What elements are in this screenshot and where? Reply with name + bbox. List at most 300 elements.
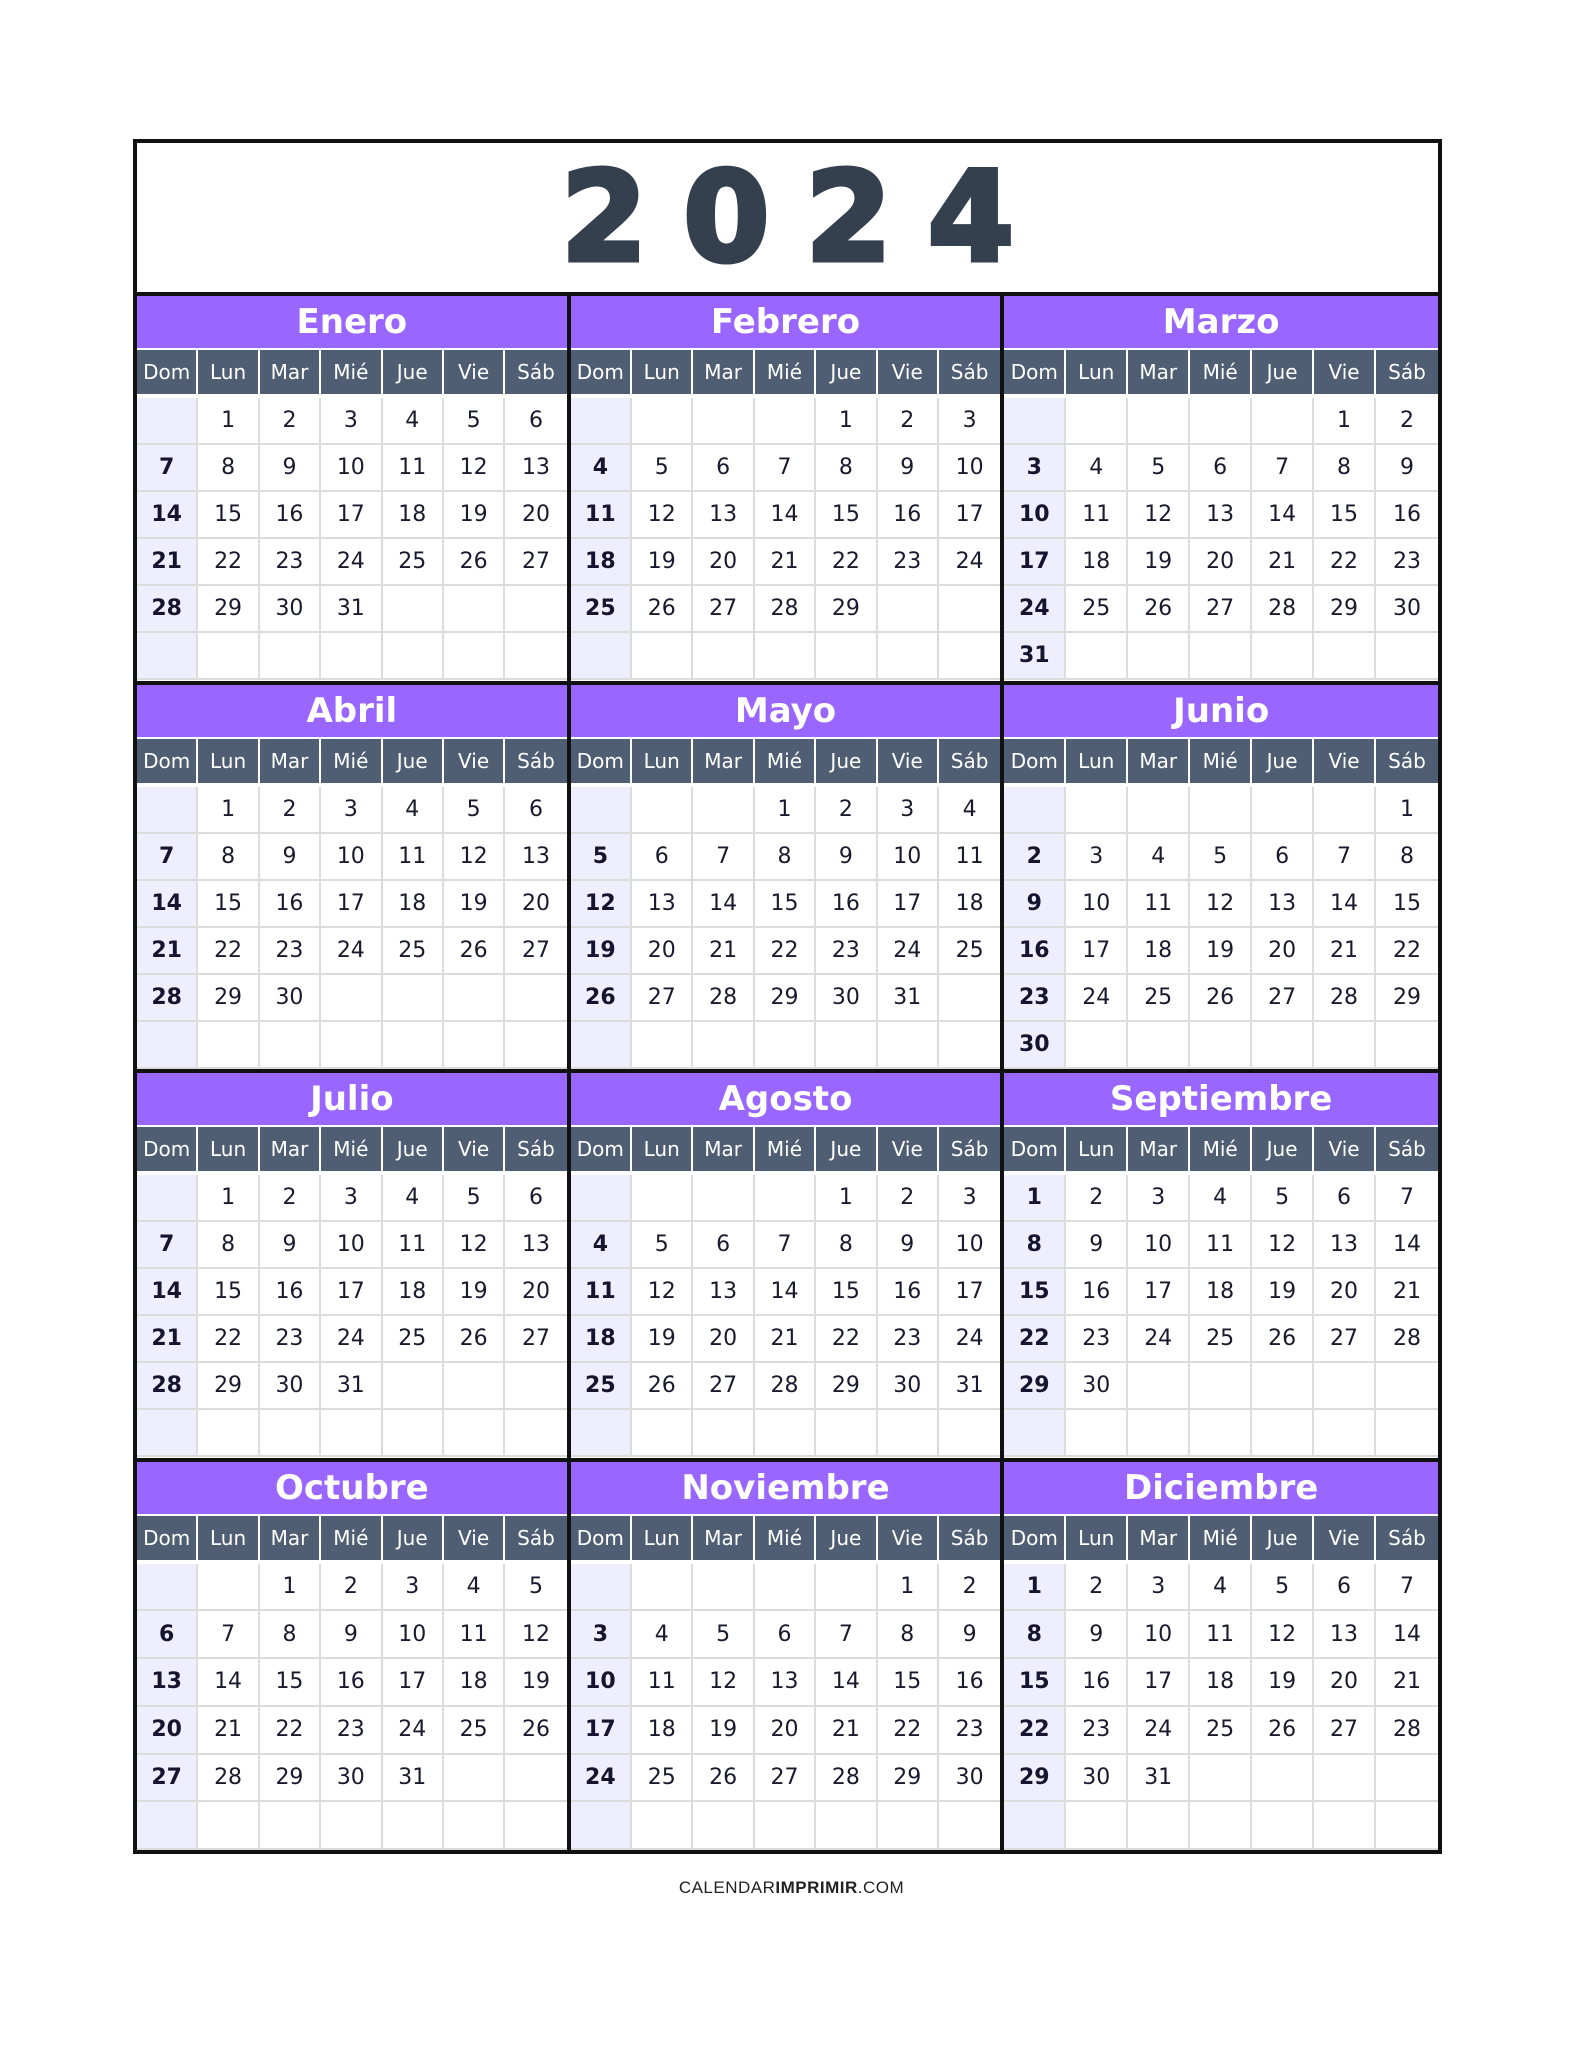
day-cell: 28 bbox=[755, 1363, 816, 1410]
empty-cell bbox=[939, 975, 1000, 1022]
empty-cell bbox=[198, 1022, 259, 1069]
empty-cell bbox=[137, 1564, 198, 1612]
day-cell: 10 bbox=[939, 445, 1000, 492]
day-cell: 1 bbox=[1004, 1175, 1066, 1222]
empty-cell bbox=[444, 1363, 505, 1410]
day-cell: 17 bbox=[571, 1707, 632, 1755]
empty-cell bbox=[632, 1175, 693, 1222]
months-grid bbox=[137, 296, 1438, 1850]
day-cell: 18 bbox=[1066, 539, 1128, 586]
footer-part-3: .COM bbox=[857, 1878, 905, 1897]
empty-cell bbox=[1252, 1363, 1314, 1410]
weekday-label: Mié bbox=[321, 739, 382, 783]
day-cell: 20 bbox=[1190, 539, 1252, 586]
day-cell: 8 bbox=[198, 834, 259, 881]
empty-cell bbox=[571, 1564, 632, 1612]
empty-cell bbox=[198, 1802, 259, 1850]
day-cell: 31 bbox=[878, 975, 939, 1022]
day-cell: 12 bbox=[1252, 1611, 1314, 1659]
weekday-label: Mar bbox=[693, 1127, 754, 1171]
day-cell: 29 bbox=[755, 975, 816, 1022]
day-cell: 17 bbox=[939, 492, 1000, 539]
day-cell: 7 bbox=[137, 1222, 198, 1269]
day-cell: 17 bbox=[1128, 1659, 1190, 1707]
day-cell: 30 bbox=[878, 1363, 939, 1410]
day-cell: 17 bbox=[321, 1269, 382, 1316]
day-cell: 8 bbox=[1314, 445, 1376, 492]
empty-cell bbox=[444, 1755, 505, 1803]
day-cell: 2 bbox=[1004, 834, 1066, 881]
day-cell: 6 bbox=[632, 834, 693, 881]
day-cell: 9 bbox=[816, 834, 877, 881]
weekday-label: Vie bbox=[878, 1127, 939, 1171]
day-cell: 26 bbox=[444, 928, 505, 975]
day-cell: 22 bbox=[816, 539, 877, 586]
empty-cell bbox=[816, 633, 877, 680]
day-cell: 26 bbox=[1252, 1316, 1314, 1363]
day-cell: 7 bbox=[1314, 834, 1376, 881]
day-cell: 10 bbox=[571, 1659, 632, 1707]
empty-cell bbox=[1252, 1410, 1314, 1457]
day-cell: 13 bbox=[693, 1269, 754, 1316]
day-cell: 19 bbox=[571, 928, 632, 975]
day-cell: 7 bbox=[755, 445, 816, 492]
empty-cell bbox=[1128, 1022, 1190, 1069]
weekday-label: Lun bbox=[1066, 739, 1128, 783]
empty-cell bbox=[571, 633, 632, 680]
day-cell: 30 bbox=[1376, 586, 1438, 633]
empty-cell bbox=[383, 1363, 444, 1410]
day-cell: 21 bbox=[137, 539, 198, 586]
weekday-header bbox=[571, 350, 1001, 394]
empty-cell bbox=[1314, 1755, 1376, 1803]
empty-cell bbox=[1128, 633, 1190, 680]
empty-cell bbox=[816, 1564, 877, 1612]
weekday-header bbox=[571, 1516, 1001, 1560]
empty-cell bbox=[1190, 1363, 1252, 1410]
weekday-label: Lun bbox=[198, 739, 259, 783]
day-cell: 29 bbox=[816, 1363, 877, 1410]
day-cell: 21 bbox=[198, 1707, 259, 1755]
day-cell: 6 bbox=[1314, 1175, 1376, 1222]
day-cell: 22 bbox=[198, 1316, 259, 1363]
day-cell: 1 bbox=[1376, 787, 1438, 834]
title-box bbox=[137, 143, 1438, 296]
weekday-header bbox=[1004, 739, 1438, 783]
day-cell: 20 bbox=[137, 1707, 198, 1755]
weekday-label: Dom bbox=[571, 350, 632, 394]
day-cell: 28 bbox=[137, 586, 198, 633]
weekday-header bbox=[137, 350, 567, 394]
days-grid bbox=[137, 394, 567, 681]
empty-cell bbox=[1190, 1022, 1252, 1069]
day-cell: 3 bbox=[1004, 445, 1066, 492]
weekday-label: Sáb bbox=[1388, 1525, 1426, 1550]
day-cell: 3 bbox=[321, 398, 382, 445]
weekday-label: Mié bbox=[1190, 739, 1252, 783]
day-cell: 26 bbox=[571, 975, 632, 1022]
empty-cell bbox=[632, 787, 693, 834]
day-cell: 13 bbox=[137, 1659, 198, 1707]
day-cell: 24 bbox=[383, 1707, 444, 1755]
day-cell: 3 bbox=[321, 1175, 382, 1222]
empty-cell bbox=[505, 1755, 566, 1803]
weekday-label: Vie bbox=[1314, 1127, 1376, 1171]
month-block bbox=[571, 685, 1005, 1074]
weekday-label: Dom bbox=[137, 350, 198, 394]
weekday-label: Mar bbox=[1128, 1127, 1190, 1171]
weekday-label: Mar bbox=[693, 350, 754, 394]
day-cell: 25 bbox=[1128, 975, 1190, 1022]
day-cell: 11 bbox=[1066, 492, 1128, 539]
day-cell: 16 bbox=[260, 492, 321, 539]
empty-cell bbox=[571, 1410, 632, 1457]
weekday-label: Dom bbox=[1004, 1516, 1066, 1560]
day-cell: 21 bbox=[1314, 928, 1376, 975]
day-cell: 9 bbox=[1376, 445, 1438, 492]
day-cell: 19 bbox=[505, 1659, 566, 1707]
day-cell: 27 bbox=[505, 1316, 566, 1363]
day-cell: 31 bbox=[321, 586, 382, 633]
month-name: Julio bbox=[137, 1073, 567, 1127]
day-cell: 28 bbox=[755, 586, 816, 633]
day-cell: 10 bbox=[1128, 1222, 1190, 1269]
weekday-label: Lun bbox=[632, 350, 693, 394]
day-cell: 16 bbox=[260, 881, 321, 928]
day-cell: 5 bbox=[444, 1175, 505, 1222]
day-cell: 13 bbox=[1190, 492, 1252, 539]
day-cell: 1 bbox=[198, 398, 259, 445]
day-cell: 15 bbox=[260, 1659, 321, 1707]
day-cell: 4 bbox=[383, 1175, 444, 1222]
day-cell: 7 bbox=[137, 445, 198, 492]
day-cell: 27 bbox=[137, 1755, 198, 1803]
day-cell: 11 bbox=[1190, 1611, 1252, 1659]
day-cell: 15 bbox=[755, 881, 816, 928]
day-cell: 6 bbox=[755, 1611, 816, 1659]
weekday-label: Vie bbox=[1314, 1516, 1376, 1560]
day-cell: 26 bbox=[505, 1707, 566, 1755]
day-cell: 4 bbox=[571, 1222, 632, 1269]
weekday-label: Vie bbox=[444, 1127, 505, 1171]
weekday-label: Mié bbox=[321, 350, 382, 394]
weekday-label: Jue bbox=[816, 1127, 877, 1171]
weekday-label: Jue bbox=[383, 1516, 444, 1560]
empty-cell bbox=[1004, 787, 1066, 834]
empty-cell bbox=[939, 586, 1000, 633]
empty-cell bbox=[1376, 1022, 1438, 1069]
empty-cell bbox=[444, 586, 505, 633]
empty-cell bbox=[321, 1022, 382, 1069]
day-cell: 6 bbox=[693, 445, 754, 492]
day-cell: 24 bbox=[571, 1755, 632, 1803]
day-cell: 21 bbox=[137, 1316, 198, 1363]
empty-cell bbox=[1314, 787, 1376, 834]
day-cell: 14 bbox=[693, 881, 754, 928]
day-cell: 30 bbox=[1066, 1363, 1128, 1410]
day-cell: 8 bbox=[198, 445, 259, 492]
day-cell: 3 bbox=[939, 398, 1000, 445]
day-cell: 6 bbox=[1190, 445, 1252, 492]
day-cell: 22 bbox=[1004, 1316, 1066, 1363]
day-cell: 5 bbox=[444, 398, 505, 445]
day-cell: 13 bbox=[1314, 1611, 1376, 1659]
empty-cell bbox=[321, 975, 382, 1022]
day-cell: 15 bbox=[816, 1269, 877, 1316]
empty-cell bbox=[260, 1410, 321, 1457]
day-cell: 21 bbox=[1376, 1269, 1438, 1316]
day-cell: 13 bbox=[1314, 1222, 1376, 1269]
day-cell: 9 bbox=[1066, 1222, 1128, 1269]
weekday-label: Dom bbox=[1004, 739, 1066, 783]
day-cell: 14 bbox=[137, 1269, 198, 1316]
day-cell: 16 bbox=[321, 1659, 382, 1707]
day-cell: 23 bbox=[1066, 1707, 1128, 1755]
day-cell: 23 bbox=[1004, 975, 1066, 1022]
day-cell: 9 bbox=[1004, 881, 1066, 928]
day-cell: 19 bbox=[693, 1707, 754, 1755]
day-cell: 27 bbox=[505, 539, 566, 586]
day-cell: 3 bbox=[571, 1611, 632, 1659]
empty-cell bbox=[571, 787, 632, 834]
day-cell: 7 bbox=[1376, 1564, 1438, 1612]
day-cell: 6 bbox=[137, 1611, 198, 1659]
day-cell: 12 bbox=[444, 445, 505, 492]
day-cell: 10 bbox=[1004, 492, 1066, 539]
weekday-label: Jue bbox=[383, 350, 444, 394]
day-cell: 1 bbox=[260, 1564, 321, 1612]
weekday-label: Jue bbox=[1252, 350, 1314, 394]
day-cell: 26 bbox=[632, 586, 693, 633]
day-cell: 23 bbox=[260, 539, 321, 586]
day-cell: 25 bbox=[444, 1707, 505, 1755]
day-cell: 28 bbox=[816, 1755, 877, 1803]
day-cell: 21 bbox=[1252, 539, 1314, 586]
day-cell: 13 bbox=[505, 834, 566, 881]
weekday-header bbox=[137, 1516, 567, 1560]
day-cell: 7 bbox=[137, 834, 198, 881]
empty-cell bbox=[878, 586, 939, 633]
day-cell: 8 bbox=[1004, 1611, 1066, 1659]
day-cell: 20 bbox=[505, 1269, 566, 1316]
day-cell: 12 bbox=[1252, 1222, 1314, 1269]
weekday-label: Mié bbox=[1190, 1127, 1252, 1171]
day-cell: 24 bbox=[939, 1316, 1000, 1363]
empty-cell bbox=[260, 633, 321, 680]
day-cell: 27 bbox=[1314, 1316, 1376, 1363]
day-cell: 17 bbox=[321, 881, 382, 928]
day-cell: 3 bbox=[321, 787, 382, 834]
empty-cell bbox=[383, 975, 444, 1022]
day-cell: 24 bbox=[1128, 1707, 1190, 1755]
day-cell: 7 bbox=[198, 1611, 259, 1659]
day-cell: 21 bbox=[755, 1316, 816, 1363]
weekday-label: Dom bbox=[137, 1127, 198, 1171]
day-cell: 23 bbox=[939, 1707, 1000, 1755]
empty-cell bbox=[1004, 398, 1066, 445]
empty-cell bbox=[198, 1564, 259, 1612]
empty-cell bbox=[321, 633, 382, 680]
weekday-label: Sáb bbox=[950, 748, 989, 773]
day-cell: 13 bbox=[505, 1222, 566, 1269]
day-cell: 22 bbox=[198, 539, 259, 586]
day-cell: 6 bbox=[505, 787, 566, 834]
day-cell: 9 bbox=[321, 1611, 382, 1659]
day-cell: 17 bbox=[939, 1269, 1000, 1316]
day-cell: 9 bbox=[878, 445, 939, 492]
day-cell: 3 bbox=[1128, 1564, 1190, 1612]
days-grid bbox=[571, 783, 1001, 1070]
empty-cell bbox=[755, 633, 816, 680]
day-cell: 23 bbox=[321, 1707, 382, 1755]
day-cell: 26 bbox=[444, 539, 505, 586]
day-cell: 18 bbox=[571, 539, 632, 586]
day-cell: 27 bbox=[1314, 1707, 1376, 1755]
day-cell: 31 bbox=[939, 1363, 1000, 1410]
empty-cell bbox=[505, 1802, 566, 1850]
month-block bbox=[571, 1073, 1005, 1462]
footer-website[interactable] bbox=[0, 1878, 1583, 1898]
day-cell: 27 bbox=[755, 1755, 816, 1803]
day-cell: 26 bbox=[693, 1755, 754, 1803]
day-cell: 25 bbox=[632, 1755, 693, 1803]
day-cell: 24 bbox=[1128, 1316, 1190, 1363]
day-cell: 10 bbox=[1066, 881, 1128, 928]
day-cell: 12 bbox=[693, 1659, 754, 1707]
empty-cell bbox=[693, 1410, 754, 1457]
day-cell: 8 bbox=[755, 834, 816, 881]
day-cell: 13 bbox=[693, 492, 754, 539]
empty-cell bbox=[321, 1410, 382, 1457]
empty-cell bbox=[505, 1363, 566, 1410]
day-cell: 21 bbox=[1376, 1659, 1438, 1707]
day-cell: 23 bbox=[1376, 539, 1438, 586]
day-cell: 24 bbox=[321, 928, 382, 975]
day-cell: 17 bbox=[321, 492, 382, 539]
day-cell: 5 bbox=[571, 834, 632, 881]
day-cell: 4 bbox=[383, 787, 444, 834]
day-cell: 8 bbox=[816, 1222, 877, 1269]
weekday-label: Lun bbox=[632, 739, 693, 783]
empty-cell bbox=[1376, 1363, 1438, 1410]
day-cell: 2 bbox=[1376, 398, 1438, 445]
day-cell: 25 bbox=[383, 539, 444, 586]
empty-cell bbox=[1066, 1802, 1128, 1850]
day-cell: 10 bbox=[321, 445, 382, 492]
empty-cell bbox=[1128, 787, 1190, 834]
month-block bbox=[1004, 1073, 1438, 1462]
day-cell: 5 bbox=[505, 1564, 566, 1612]
day-cell: 13 bbox=[755, 1659, 816, 1707]
day-cell: 25 bbox=[1190, 1707, 1252, 1755]
day-cell: 16 bbox=[878, 1269, 939, 1316]
day-cell: 16 bbox=[939, 1659, 1000, 1707]
weekday-label: Mar bbox=[1128, 739, 1190, 783]
day-cell: 4 bbox=[1190, 1564, 1252, 1612]
day-cell: 6 bbox=[1314, 1564, 1376, 1612]
day-cell: 25 bbox=[571, 586, 632, 633]
day-cell: 29 bbox=[260, 1755, 321, 1803]
weekday-label: Mar bbox=[693, 1516, 754, 1560]
day-cell: 4 bbox=[444, 1564, 505, 1612]
day-cell: 24 bbox=[939, 539, 1000, 586]
empty-cell bbox=[1004, 1802, 1066, 1850]
empty-cell bbox=[1376, 633, 1438, 680]
weekday-label: Sáb bbox=[1388, 360, 1426, 384]
day-cell: 6 bbox=[1252, 834, 1314, 881]
day-cell: 17 bbox=[383, 1659, 444, 1707]
month-name: Enero bbox=[137, 296, 567, 350]
empty-cell bbox=[878, 633, 939, 680]
day-cell: 11 bbox=[1190, 1222, 1252, 1269]
empty-cell bbox=[816, 1022, 877, 1069]
day-cell: 5 bbox=[632, 1222, 693, 1269]
day-cell: 10 bbox=[383, 1611, 444, 1659]
day-cell: 12 bbox=[1190, 881, 1252, 928]
weekday-label: Jue bbox=[816, 350, 877, 394]
day-cell: 15 bbox=[1004, 1269, 1066, 1316]
empty-cell bbox=[505, 633, 566, 680]
weekday-label: Mié bbox=[755, 1516, 816, 1560]
day-cell: 7 bbox=[1376, 1175, 1438, 1222]
weekday-label: Mié bbox=[1190, 350, 1252, 394]
empty-cell bbox=[1066, 398, 1128, 445]
empty-cell bbox=[632, 633, 693, 680]
day-cell: 24 bbox=[878, 928, 939, 975]
day-cell: 7 bbox=[816, 1611, 877, 1659]
day-cell: 16 bbox=[260, 1269, 321, 1316]
empty-cell bbox=[1128, 1410, 1190, 1457]
day-cell: 23 bbox=[816, 928, 877, 975]
month-name: Febrero bbox=[571, 296, 1001, 350]
empty-cell bbox=[571, 1022, 632, 1069]
day-cell: 14 bbox=[1376, 1611, 1438, 1659]
day-cell: 13 bbox=[632, 881, 693, 928]
day-cell: 21 bbox=[816, 1707, 877, 1755]
month-block bbox=[1004, 1462, 1438, 1851]
day-cell: 3 bbox=[383, 1564, 444, 1612]
month-name: Abril bbox=[137, 685, 567, 739]
weekday-label: Sáb bbox=[517, 748, 555, 773]
empty-cell bbox=[444, 633, 505, 680]
empty-cell bbox=[260, 1802, 321, 1850]
day-cell: 26 bbox=[1252, 1707, 1314, 1755]
day-cell: 1 bbox=[755, 787, 816, 834]
day-cell: 1 bbox=[198, 1175, 259, 1222]
weekday-label: Lun bbox=[198, 350, 259, 394]
weekday-header bbox=[1004, 350, 1438, 394]
day-cell: 6 bbox=[505, 398, 566, 445]
weekday-label: Vie bbox=[444, 1516, 505, 1560]
weekday-label: Mié bbox=[755, 350, 816, 394]
weekday-label: Jue bbox=[383, 1127, 444, 1171]
empty-cell bbox=[505, 1410, 566, 1457]
day-cell: 5 bbox=[1252, 1175, 1314, 1222]
day-cell: 14 bbox=[755, 1269, 816, 1316]
day-cell: 9 bbox=[260, 445, 321, 492]
weekday-label: Mié bbox=[321, 1516, 382, 1560]
weekday-label: Vie bbox=[878, 1516, 939, 1560]
day-cell: 31 bbox=[1004, 633, 1066, 680]
weekday-header bbox=[1004, 1127, 1438, 1171]
empty-cell bbox=[878, 1802, 939, 1850]
empty-cell bbox=[755, 1022, 816, 1069]
day-cell: 2 bbox=[260, 398, 321, 445]
day-cell: 19 bbox=[444, 492, 505, 539]
month-block bbox=[137, 1073, 571, 1462]
day-cell: 15 bbox=[1004, 1659, 1066, 1707]
day-cell: 18 bbox=[383, 492, 444, 539]
